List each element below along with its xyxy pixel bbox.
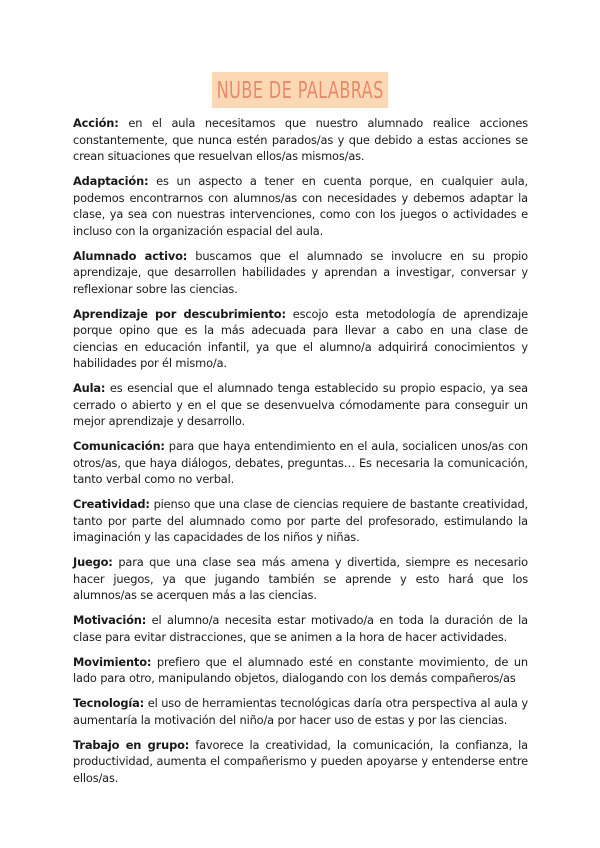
entry-term: Aprendizaje por descubrimiento: bbox=[73, 306, 286, 321]
entry-accion bbox=[73, 115, 528, 165]
entry-term: Aula: bbox=[73, 381, 106, 395]
entry-text: en el aula necesitamos que nuestro alumnado realice acciones constantemente, que nunca estén parados/as y que debido a estas acciones se crean situaciones que resuelvan ellos/as mismos/as. bbox=[73, 116, 528, 163]
entry-text: el alumno/a necesita estar motivado/a en toda la duración de la clase para evitar distracciones, que se animen a la hora de hacer actividades. bbox=[73, 613, 528, 644]
entry-adaptacion bbox=[73, 173, 528, 239]
entry-text: escojo esta metodología de aprendizaje porque opino que es la más adecuada para llevar a cabo en una clase de ciencias en educación infantil, ya que el alumno/a adquirirá conocimientos y habilidades por él mismo/a. bbox=[73, 306, 528, 370]
title-wrapper bbox=[0, 72, 600, 108]
entry-term: Adaptación: bbox=[73, 174, 149, 188]
entry-term: Trabajo en grupo: bbox=[73, 737, 190, 752]
entry-term: Acción: bbox=[73, 116, 119, 130]
entry-term: Creatividad: bbox=[73, 497, 150, 511]
entry-term: Juego: bbox=[73, 555, 113, 569]
entry-term: Tecnología: bbox=[73, 696, 145, 710]
entry-term: Alumnado activo: bbox=[73, 248, 188, 263]
entry-comunicacion bbox=[73, 438, 528, 488]
entry-text: es un aspecto a tener en cuenta porque, en cualquier aula, podemos encontrarnos con alumnos/as con necesidades y debemos adaptar la clase, ya sea con nuestras intervenciones, como con los juegos o actividades e incluso con la organización espacial del aula. bbox=[73, 174, 528, 238]
entry-motivacion bbox=[73, 612, 528, 645]
entry-trabajo-en-grupo bbox=[73, 737, 528, 787]
entry-text: el uso de herramientas tecnológicas daría otra perspectiva al aula y aumentaría la motivación del niño/a por hacer uso de estas y por las ciencias. bbox=[73, 696, 528, 727]
entry-aprendizaje-por-descubrimiento bbox=[73, 306, 528, 372]
word-cloud-definitions bbox=[73, 115, 528, 795]
page-title: NUBE DE PALABRAS bbox=[212, 72, 389, 108]
entry-movimiento bbox=[73, 654, 528, 687]
entry-term: Comunicación: bbox=[73, 439, 165, 453]
entry-text: buscamos que el alumnado se involucre en su propio aprendizaje, que desarrollen habilidades y aprendan a investigar, conversar y reflexionar sobre las ciencias. bbox=[73, 248, 528, 296]
entry-text: para que haya entendimiento en el aula, socialicen unos/as con otros/as, que haya diálogos, debates, preguntas… Es necesaria la comunicación, tanto verbal como no verbal. bbox=[73, 439, 528, 486]
entry-creatividad bbox=[73, 496, 528, 546]
entry-term: Movimiento: bbox=[73, 654, 152, 669]
entry-text: favorece la creatividad, la comunicación, la confianza, la productividad, aumenta el compañerismo y pueden apoyarse y entenderse entre ellos/as. bbox=[73, 737, 529, 785]
entry-term: Motivación: bbox=[73, 613, 147, 627]
entry-tecnologia bbox=[73, 695, 528, 728]
entry-text: pienso que una clase de ciencias requiere de bastante creatividad, tanto por parte del alumnado como por parte del profesorado, estimulando la imaginación y las capacidades de los niños y niñas. bbox=[73, 497, 528, 544]
entry-alumnado-activo bbox=[73, 248, 528, 298]
entry-text: para que una clase sea más amena y divertida, siempre es necesario hacer juegos, ya que jugando también se aprende y esto hará que los alumnos/as se acerquen más a las ciencias. bbox=[73, 555, 528, 602]
entry-aula bbox=[73, 380, 528, 430]
entry-juego bbox=[73, 554, 528, 604]
entry-text: prefiero que el alumnado esté en constante movimiento, de un lado para otro, manipulando objetos, dialogando con los demás compañeros/as bbox=[73, 654, 528, 685]
entry-text: es esencial que el alumnado tenga establecido su propio espacio, ya sea cerrado o abierto y en el que se desenvuelva cómodamente para conseguir un mejor aprendizaje y desarrollo. bbox=[73, 381, 528, 428]
